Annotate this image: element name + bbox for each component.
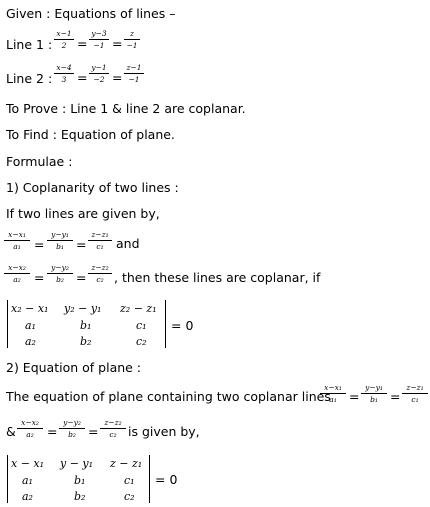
equals-sign: = (349, 389, 360, 404)
to-find-text: To Find : Equation of plane. (6, 127, 175, 142)
formulae-heading: Formulae : (6, 154, 73, 169)
det-cell: a₂ (22, 490, 33, 503)
and-text: and (116, 236, 140, 251)
det-cell: a₁ (22, 474, 33, 487)
equals-sign: = (112, 70, 123, 85)
det-left-bar (7, 300, 8, 348)
det-cell: b₂ (80, 335, 92, 348)
line1-fraction-x: x−1 2 (54, 29, 74, 50)
det-cell: c₁ (124, 474, 135, 487)
det-right-bar (149, 455, 150, 503)
equals-sign: = (77, 36, 88, 51)
equals-sign: = (77, 70, 88, 85)
coplanar-condition-text: , then these lines are coplanar, if (114, 270, 321, 285)
plane-description-text: The equation of plane containing two coplanar lines (6, 389, 331, 404)
plane-line1-fraction-x: x−x₁ a₁ (320, 383, 346, 404)
plane-line2-fraction-y: y−y₂ b₂ (59, 418, 85, 439)
det-cell: c₂ (136, 335, 147, 348)
det-cell: c₁ (136, 319, 147, 332)
det-left-bar (7, 455, 8, 503)
plane-heading: 2) Equation of plane : (6, 360, 142, 375)
det-equals-zero: = 0 (171, 318, 194, 333)
equals-sign: = (390, 389, 401, 404)
plane-line2-fraction-z: z−z₂ c₂ (100, 418, 126, 439)
det-cell: b₂ (74, 490, 86, 503)
gen-line1-fraction-x: x−x₁ a₁ (4, 230, 30, 251)
given-heading: Given : Equations of lines – (6, 6, 176, 21)
if-two-lines-text: If two lines are given by, (6, 206, 160, 221)
equals-sign: = (34, 237, 45, 252)
det-cell: z₂ − z₁ (120, 302, 157, 315)
det-cell: a₂ (25, 335, 36, 348)
gen-line1-fraction-y: y−y₁ b₁ (47, 230, 73, 251)
coplanarity-heading: 1) Coplanarity of two lines : (6, 180, 179, 195)
equals-sign: = (112, 36, 123, 51)
line2-fraction-z: z−1 −1 (124, 63, 144, 84)
det-cell: a₁ (25, 319, 36, 332)
det-cell: b₁ (80, 319, 92, 332)
equals-sign: = (47, 424, 58, 439)
det-cell: x₂ − x₁ (11, 302, 49, 315)
det-cell: c₂ (124, 490, 135, 503)
equals-sign: = (34, 270, 45, 285)
gen-line2-fraction-x: x−x₂ a₂ (4, 263, 30, 284)
line1-fraction-z: z −1 (124, 29, 140, 50)
plane-line2-fraction-x: x−x₂ a₂ (17, 418, 43, 439)
line2-fraction-y: y−1 −2 (89, 63, 109, 84)
equals-sign: = (88, 424, 99, 439)
ampersand-text: & (6, 424, 16, 439)
gen-line2-fraction-y: y−y₂ b₂ (47, 263, 73, 284)
det-right-bar (165, 300, 166, 348)
det-cell: x − x₁ (11, 457, 45, 470)
det-cell: y − y₁ (60, 457, 94, 470)
to-prove-text: To Prove : Line 1 & line 2 are coplanar. (6, 101, 246, 116)
gen-line2-fraction-z: z−z₂ c₂ (88, 263, 112, 284)
line2-label: Line 2 : (6, 71, 53, 86)
plane-line1-fraction-z: z−z₁ c₁ (402, 383, 428, 404)
det-cell: b₁ (74, 474, 86, 487)
is-given-by-text: is given by, (128, 424, 200, 439)
det-cell: z − z₁ (110, 457, 143, 470)
plane-line1-fraction-y: y−y₁ b₁ (361, 383, 387, 404)
line1-fraction-y: y−3 −1 (89, 29, 109, 50)
gen-line1-fraction-z: z−z₁ c₁ (88, 230, 112, 251)
equals-sign: = (76, 237, 87, 252)
line1-label: Line 1 : (6, 37, 53, 52)
det-cell: y₂ − y₁ (64, 302, 102, 315)
equals-sign: = (76, 270, 87, 285)
det-equals-zero: = 0 (155, 472, 178, 487)
line2-fraction-x: x−4 3 (54, 63, 74, 84)
